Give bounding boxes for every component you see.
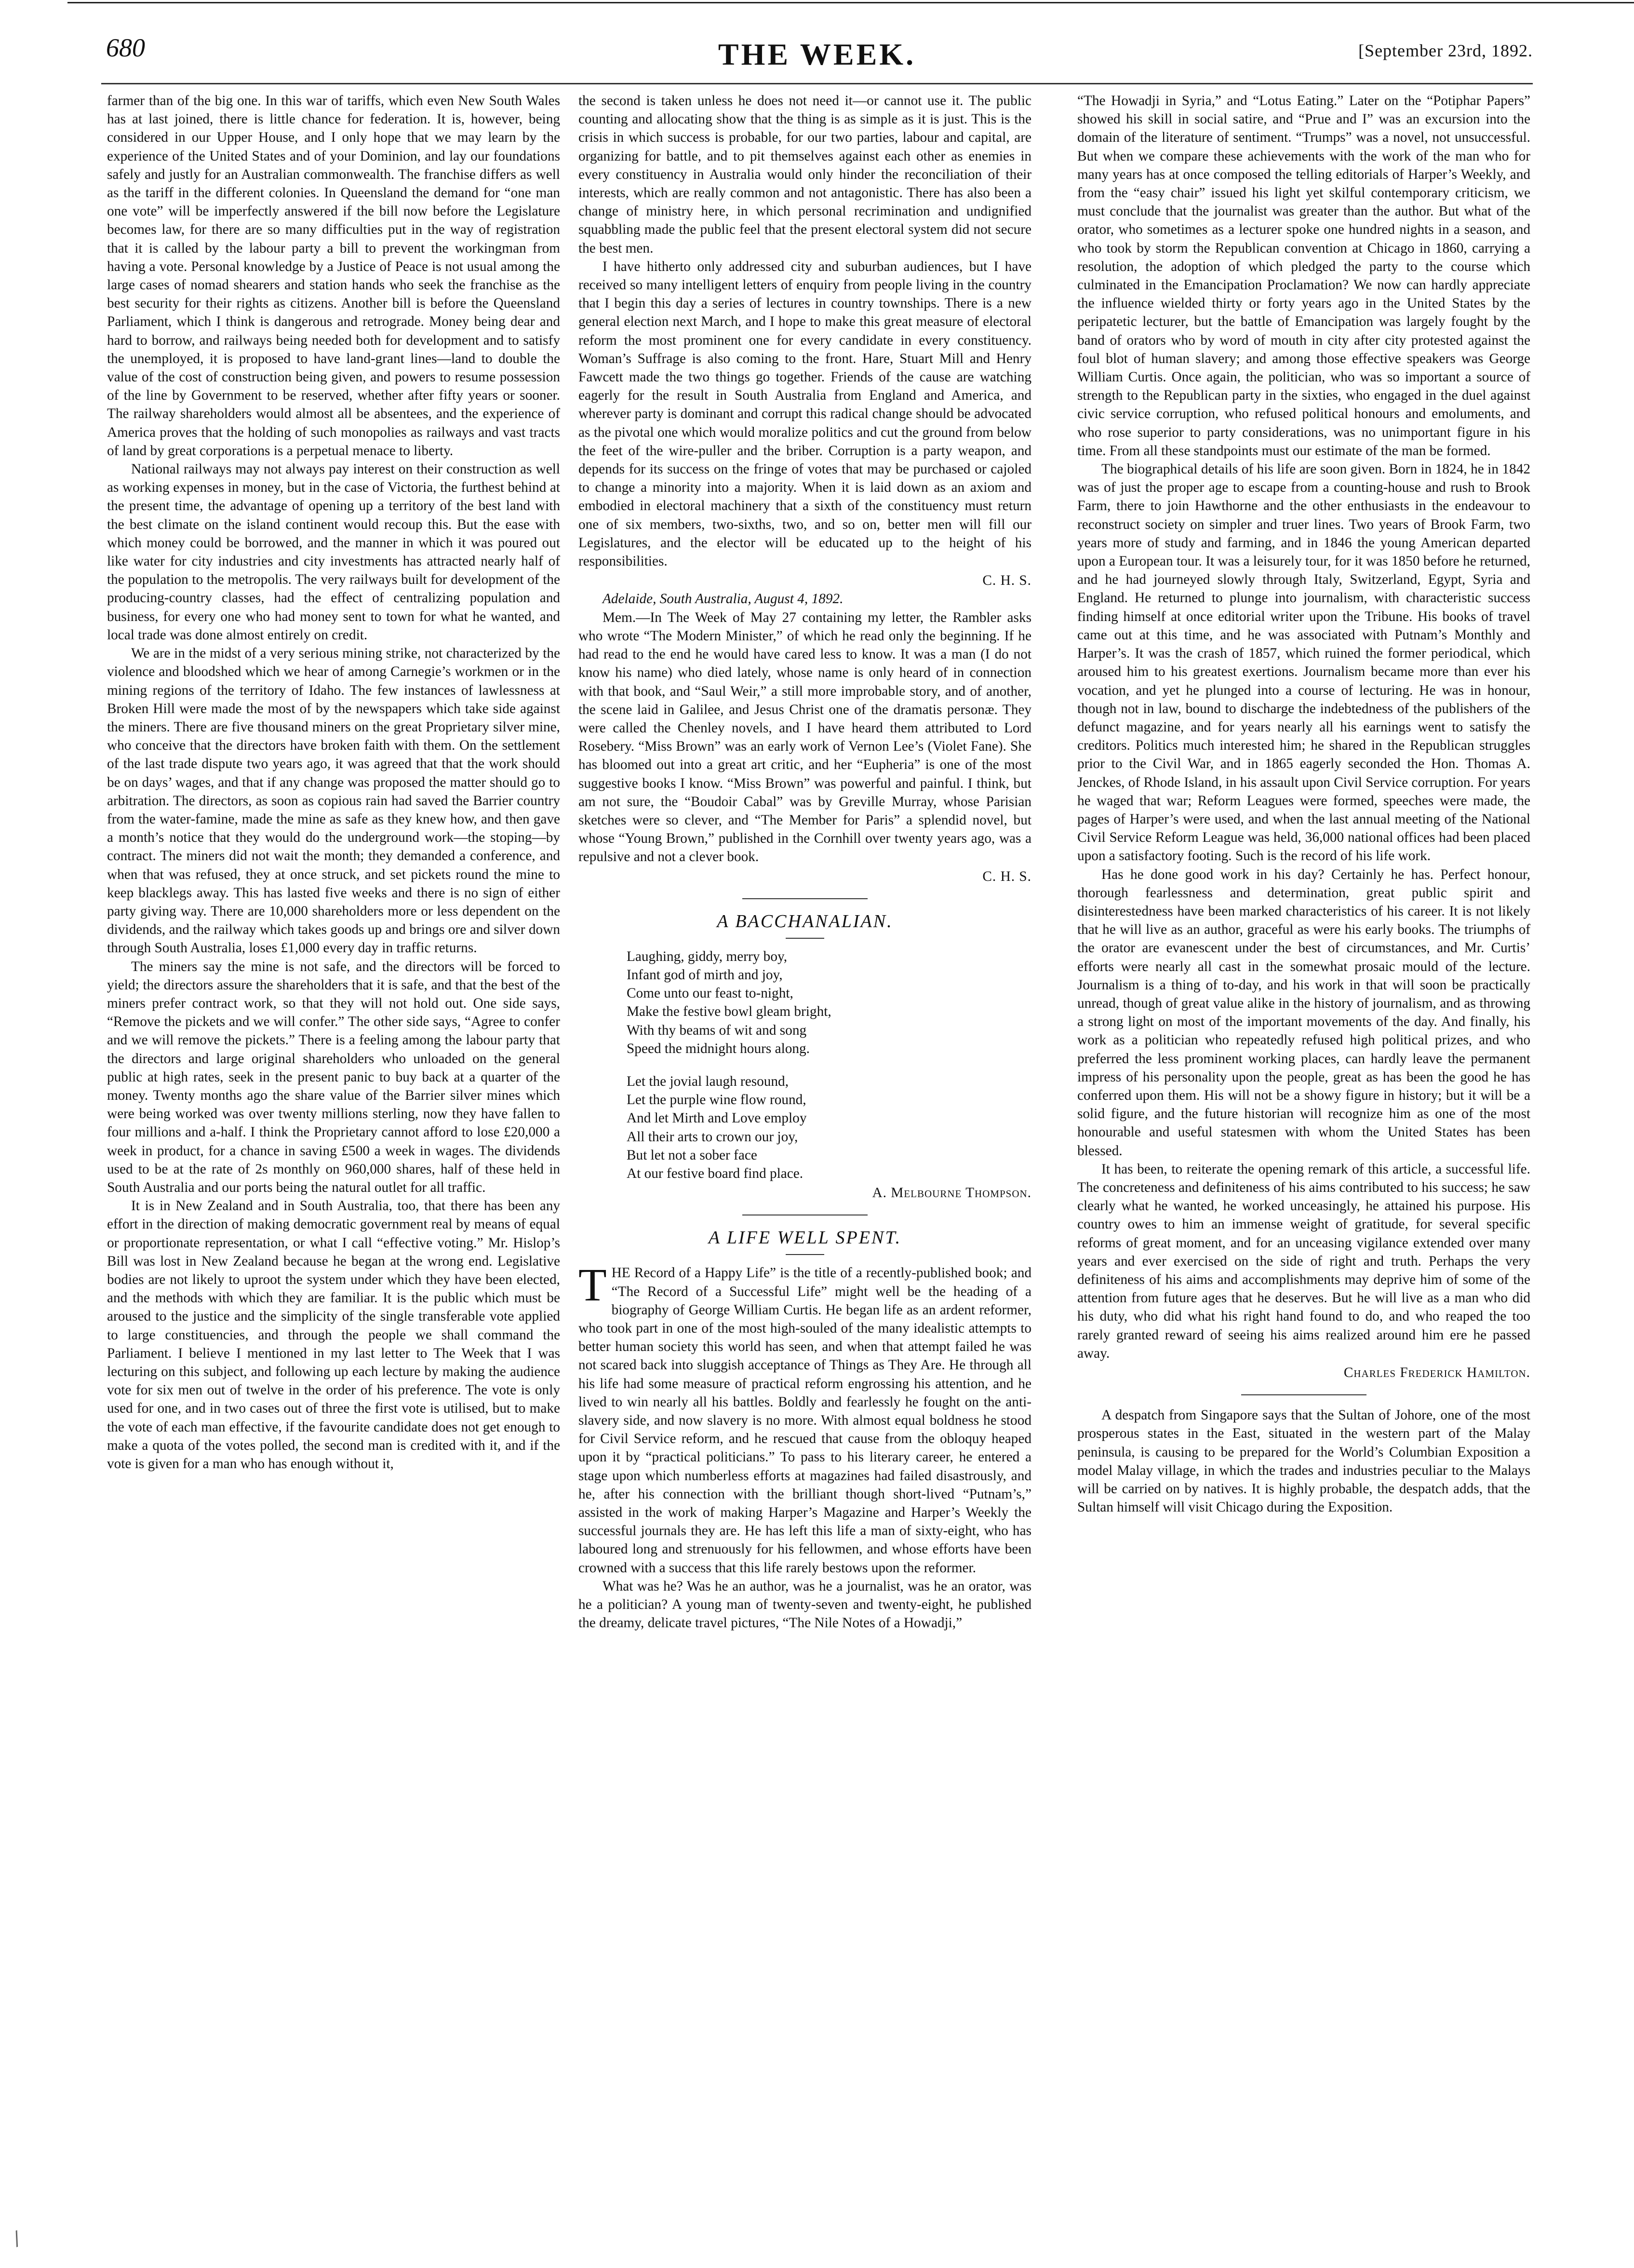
article-lead-text: HE Record of a Happy Life” is the title of a recently-published book; and “The Record of a Successful Life” might well be the heading of a biography of George William Curtis. He began life as an ardent reformer, who took part in one of the most high-souled of the many idealistic attempts to better human society this world has seen, and when that attempt failed he was not scared back into sluggish acceptance of Things as They Are. He through all his life had some measure of practical reform engrossing his attention, and he lived to win nearly all his battles. Boldly and fearlessly he fought on the anti-slavery side, and now slavery is no more. With almost equal boldness he stood for Civil Service reform, and he rescued that cause from the obloquy heaped upon it by “practical politicians.” To pass to his literary career, he entered a stage upon which numberless efforts at magazines had failed disastrously, and he, after his connection with the brilliant though short-lived “Putnam’s,” assisted in the work of making Harper’s Magazine and Harper’s Weekly the successful journals they are. He has left this life a man of sixty-eight, who has laboured long and strenuously for his fellowmen, and whose efforts have been crowned with a success that this life rarely bestows upon the reformer. [578,1265,1031,1576]
title-divider [786,1254,824,1255]
issue-date: [September 23rd, 1892. [1358,41,1533,60]
poem-line: Laughing, giddy, merry boy, [627,948,788,964]
poem-title: A BACCHANALIAN. [717,911,893,932]
paragraph: Has he done good work in his day? Certainly he has. Perfect honour, thorough fearlessness and determination, great public spirit and disinterestedness have been marked characteristics of his career. It is not likely that he will live as an author, graceful as were his early books. The triumphs of the orator are evanescent under the best of circumstances, and Mr. Curtis’ efforts were nearly all cast in the somewhat prosaic mould of the lecture. Journalism is a thing of to-day, and his work in that will soon be practically unread, though of great value alike in the history of journalism, and as throwing a strong light on most of the important movements of the day. And finally, his work as a politician who repeatedly refused high political prizes, and who preferred the less prominent working places, can hardly leave the permanent impress of his personality upon the people, great as has been the good he has conferred upon them. His will not be a showy figure in history; but it will be a solid figure, and the future historian will recognize him as one of the most honourable and useful statesmen with whom the United States has been blessed. [1077,866,1530,1159]
column-right [1077,92,1530,2223]
drop-cap: T [578,1259,607,1311]
header-rule [101,83,1533,84]
poem-line: At our festive board find place. [627,1165,804,1181]
paragraph: the second is taken unless he does not need it—or cannot use it. The public counting and allocating show that the thing is as simple as it is just. This is the crisis in which success is probable, for our two parties, labour and capital, are organizing for battle, and to pit themselves against each other as enemies in every constituency in Australia would only hinder the reconciliation of their interests, which are really common and not antagonistic. There has also been a change of ministry here, in which personal recrimination and undignified squabbling made the public feel that the present electoral system did not secure the best men. [578,93,1031,256]
page-header [101,23,1533,76]
margin-pencil-mark: / [10,2227,24,2250]
poem-line: Make the festive bowl gleam bright, [627,1004,831,1020]
author-initials: C. H. S. [982,868,1031,884]
poem [627,947,1031,1183]
article-title: A LIFE WELL SPENT. [708,1228,902,1248]
paragraph: “The Howadji in Syria,” and “Lotus Eating.” Later on the “Potiphar Papers” showed his skill in social satire, and “Prue and I” was an excursion into the domain of the literature of sentiment. “Trumps” was a novel, not unsuccessful. But when we compare these achievements with the work of the man who for many years has at once composed the telling editorials of Harper’s Weekly, and from the “easy chair” issued his light yet skilful contemporary criticism, we must conclude that the journalist was greater than the author. But what of the orator, who sometimes as a lecturer spoke one hundred nights in a season, and who took by storm the Republican convention at Chicago in 1860, carrying a resolution, the adoption of which pledged the party to the course which culminated in the Emancipation Proclamation? We now can hardly appreciate the influence wielded thirty or forty years ago in the United States by the peripatetic lecturer, but the battle of Emancipation was largely fought by the band of orators who by word of mouth in city after city protested against the foul blot of human slavery; and among those effective speakers was George William Curtis. Once again, the politician, who was so important a source of strength to the Republican party in the sixties, who engaged in the duel against civic service corruption, who refused political honours and emoluments, and who rose superior to party considerations, was no unimportant figure in his time. From all these standpoints must our estimate of the man be formed. [1077,93,1530,459]
poem-line: Infant god of mirth and joy, [627,967,783,983]
poem-author: A. Melbourne Thompson. [872,1185,1031,1201]
poem-line: Speed the midnight hours along. [627,1040,810,1056]
paragraph: The biographical details of his life are soon given. Born in 1824, he in 1842 was of just the proper age to escape from a counting-house and rush to Brook Farm, there to join Hawthorne and the other enthusiasts in the endeavour to reconstruct society on simpler and truer lines. Two years of Brook Farm, two years more of study and farming, and in 1846 the young American departed upon a European tour. It was a leisurely tour, for it was 1850 before he returned, and he had journeyed slowly through Italy, Switzerland, Egypt, Syria and England. He returned to plunge into journalism, with characteristic success finding himself at once editorial writer upon the Tribune. His books of travel came out at this time, and he was associated with Putnam’s Monthly and Harper’s. It was the crash of 1857, which ruined the former periodical, which aroused him to his greatest exertions. Journalism became more than ever his vocation, and yet he plunged into a course of lecturing. He was in honour, though not in law, bound to discharge the indebtedness of the publishers of the defunct magazine, and for years nearly all his earnings went to satisfy the creditors. Politics much interested him; he shared in the Republican struggles prior to the Civil War, and in 1865 eagerly seconded the Hon. Thomas A. Jenckes, of Rhode Island, in his assault upon Civil Service corruption. For years he waged that war; Reform Leagues were formed, speeches were made, the pages of Harper’s were used, and when the last annual meeting of the National Civil Service Reform League was held, 36,000 national offices had been placed upon a satisfactory footing. Such is the record of his life work. [1077,461,1530,864]
paragraph: I have hitherto only addressed city and suburban audiences, but I have received so many intelligent letters of enquiry from people living in the country that I begin this day a series of lectures in country townships. There is a new general election next March, and I hope to make this great measure of electoral reform the most prominent one for every candidate in every constituency. Woman’s Suffrage is also coming to the front. Hare, Stuart Mill and Henry Fawcett made the two things go together. Friends of the cause are watching eagerly for the result in South Australia from England and America, and wherever party is dominant and corrupt this radical change should be advocated as the pivotal one which would moralize politics and cut the ground from below the feet of the wire-puller and the briber. Corruption is a party weapon, and depends for its success on the fringe of votes that may be purchased or cajoled to change a minority into a majority. When it is laid down as an axiom and embodied in electoral machinery that a sixth of the constituency must return one of six members, two-sixths, two, and so on, better men will fill our Legislatures, and the elector will be educated up to the height of his responsibilities. [578,258,1031,569]
top-border-line [67,2,1634,3]
paragraph: The miners say the mine is not safe, and the directors will be forced to yield; the directors assure the shareholders that it is safe, and that the best of the miners prefer contract work, so that they will not hold out. One side says, “Remove the pickets and we will confer.” The other side says, “Agree to confer and we will remove the pickets.” There is a feeling among the labour party that the directors and large original shareholders who unloaded on the general public at high rates, seek in the present panic to buy back at a quarter of the money. Twenty months ago the share value of the Barrier silver mines which were being worked was over twenty millions sterling, now they have fallen to four millions and a-half. I think the Proprietary cannot afford to lose £20,000 a week in product, for a chance in saving £500 a week in wages. The dividends used to be at the rate of 2s monthly on 960,000 shares, half of these held in South Australia and our ports being the natural outlet for all traffic. [107,958,560,1195]
poem-line: With thy beams of wit and song [627,1022,807,1038]
paragraph: farmer than of the big one. In this war of tariffs, which even New South Wales has at last joined, there is little chance for federation. It is, however, being considered in our Upper House, and I only hope that we may learn by the experience of the United States and of your Dominion, and lay our foundations safely and justly for an Australian commonwealth. The franchise differs as well as the tariff in the different colonies. In Queensland the demand for “one man one vote” will be imperfectly answered if the bill now before the Legislature becomes law, for there are so many difficulties put in the way of registration that it is called by the labour party a bill to prevent the workingman from having a vote. Personal knowledge by a Justice of Peace is not usual among the large cases of nomad shearers and station hands who seek the franchise as the best security for their rights as citizens. Another bill is before the Queensland Parliament, which I think is dangerous and retrograde. Money being dear and hard to borrow, and railways being needed both for development and to satisfy the unemployed, it is proposed to have land-grant lines—land to double the value of the cost of construction being given, and powers to resume possession of the line by Government to be reserved, whether after fifty years or sooner. The railway shareholders would almost all be absentees, and the experience of America proves that the holding of such monopolies as railways and vast tracts of land by great corporations is a perpetual menace to liberty. [107,93,560,459]
poem-line: And let Mirth and Love employ [627,1110,807,1126]
dateline: Adelaide, South Australia, August 4, 1892. [603,591,844,607]
paragraph: It is in New Zealand and in South Australia, too, that there has been any effort in the direction of making democratic government real by means of equal or proportionate representation, or what I call “effective voting.” Mr. Hislop’s Bill was lost in New Zealand because he began at the wrong end. Legislative bodies are not likely to uproot the system under which they have been elected, and the methods with which they are familiar. It is the public which must be aroused to the justice and the simplicity of the single transferable vote applied to large constituencies, and through the people we shall command the Parliament. I believe I mentioned in my last letter to The Week that I was lecturing on this subject, and following up each lecture by making the audience vote for six men out of twelve in the order of his preference. The vote is only used for one, and in two cases out of three the first vote is utilised, but to make the vote of each man effective, if the favourite candidate does not get enough to make a quota of the votes polled, the second man is credited with it, and if the vote is given for a man who has enough without it, [107,1198,560,1472]
news-brief-paragraph: A despatch from Singapore says that the Sultan of Johore, one of the most prosperous states in the East, situated in the western part of the Malay peninsula, is causing to be prepared for the World’s Columbian Exposition a model Malay village, in which the trades and industries peculiar to the Malays will be carried on by natives. It is highly probable, the despatch adds, that the Sultan himself will visit Chicago during the Exposition. [1077,1407,1530,1515]
column-left [107,92,560,2223]
memo-paragraph: Mem.—In The Week of May 27 containing my letter, the Rambler asks who wrote “The Modern Minister,” of which he read only the beginning. If he had read to the end he would have cared less to know. It was a man (I do not know his name) who died lately, whose name is only heard of in connection with that book, and “Saul Weir,” a still more improbable story, and of another, the scene laid in Galilee, and Jesus Christ one of the dramatis personæ. They were called the Chenley novels, and I have heard them attributed to Lord Rosebery. “Miss Brown” was an early work of Vernon Lee’s (Violet Fane). She has bloomed out into a great art critic, and her “Eupheria” is one of the most suggestive books I know. “Miss Brown” was powerful and painful. I think, but am not sure, the “Boudoir Cabal” was by Greville Murray, whose Parisian sketches were so clever, and “The Member for Paris” a splendid novel, but whose “Young Brown,” published in the Cornhill over twenty years ago, was a repulsive and not a clever book. [578,609,1031,865]
page-number: 680 [106,33,145,62]
paragraph: What was he? Was he an author, was he a journalist, was he an orator, was he a politician? A young man of twenty-seven and twenty-eight, he published the dreamy, delicate travel pictures, “The Nile Notes of a Howadji,” [578,1578,1031,1631]
poem-line: All their arts to crown our joy, [627,1129,798,1145]
article-lead-paragraph [578,1259,1031,1577]
poem-line: Let the jovial laugh resound, [627,1073,789,1089]
title-divider [786,938,824,939]
section-divider [1241,1394,1366,1395]
poem-line: Come unto our feast to-night, [627,986,793,1001]
publication-title: THE WEEK. [718,37,916,71]
paragraph: National railways may not always pay interest on their construction as well as working expenses in money, but in the case of Victoria, the furthest behind at the present time, the advantage of opening up a territory of the best land with the best climate on the island continent would recoup this. But the ease with which money could be borrowed, and the manner in which it was poured out like water for city industries and city investments has attracted nearly half of the population to the metropolis. The very railways built for development of the producing-country classes, had the effect of centralizing population and business, for every one who had money sent to town for what he wanted, and local trade was done almost entirely on credit. [107,461,560,643]
paragraph: It has been, to reiterate the opening remark of this article, a successful life. The concreteness and definiteness of his aims contributed to his success; he saw clearly what he wanted, he worked unceasingly, he attained his purpose. His country owes to him an immense weight of gratitude, for several specific reforms of great moment, and for an unceasing vigilance extended over many years and ever exercised on the side of right and truth. Perhaps the very definiteness of his aims and accomplishments may deprive him of some of the attention from future ages that he deserves. But he will live as a man who did his duty, who did what his right hand found to do, and who reaped the too rarely granted reward of seeing his aims realized around him ere he passed away. [1077,1161,1530,1361]
article-author: Charles Frederick Hamilton. [1343,1365,1530,1381]
stanza-break [627,1058,1031,1072]
author-initials: C. H. S. [982,573,1031,589]
poem-line: But let not a sober face [627,1147,757,1163]
column-middle [578,92,1031,2223]
paragraph: We are in the midst of a very serious mining strike, not characterized by the violence and bloodshed which we hear of among Carnegie’s workmen or in the mining regions of the territory of Idaho. The few instances of lawlessness at Broken Hill were made the most of by the newspapers which take side against the miners. There are five thousand miners on the great Proprietary silver mine, who conceive that the directors have broken faith with them. On the settlement of the last trade dispute two years ago, it was agreed that that the work should be on days’ wages, and that if any change was proposed the matter should go to arbitration. The directors, as soon as copious rain had saved the Barrier country from the water-famine, made the mine as safe as they knew how, and then gave a month’s notice that they would do the underground work—the stoping—by contract. The miners did not wait the month; they demanded a conference, and when that was refused, they at once struck, and set pickets round the mine to keep blacklegs away. This has lasted five weeks and there is no sign of either party giving way. There are 10,000 shareholders more or less dependent on the dividends, and the railway which takes goods up and brings ore and silver down through South Australia, loses £1,000 every day in traffic returns. [107,646,560,956]
poem-line: Let the purple wine flow round, [627,1092,806,1108]
section-divider [742,898,868,899]
